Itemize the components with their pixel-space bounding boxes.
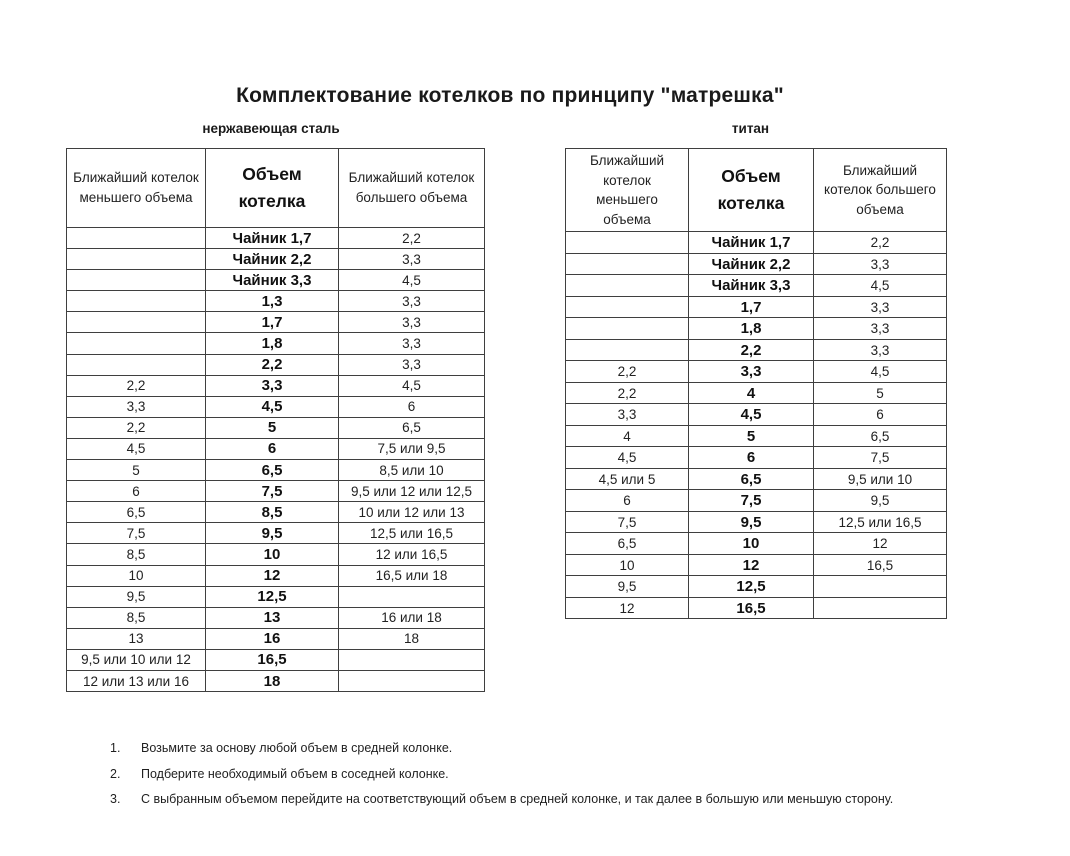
pot-volume-cell: 1,8	[206, 333, 339, 354]
pot-volume-cell: 9,5	[689, 511, 814, 533]
nearest-bigger-cell: 3,3	[339, 249, 485, 270]
nearest-bigger-cell: 3,3	[339, 333, 485, 354]
table-row	[67, 417, 485, 438]
nearest-bigger-cell: 9,5 или 12 или 12,5	[339, 481, 485, 502]
nearest-smaller-cell: 4	[566, 425, 689, 447]
nearest-smaller-cell: 7,5	[566, 511, 689, 533]
nearest-smaller-cell: 3,3	[566, 404, 689, 426]
nearest-smaller-cell	[566, 253, 689, 275]
nearest-bigger-cell: 2,2	[814, 232, 947, 254]
nearest-bigger-cell: 8,5 или 10	[339, 460, 485, 481]
pot-volume-cell: 4,5	[689, 404, 814, 426]
table-row	[566, 275, 947, 297]
table-row	[566, 339, 947, 361]
table-row	[67, 438, 485, 459]
pot-volume-cell: 5	[689, 425, 814, 447]
instruction-number: 3.	[110, 792, 121, 806]
pot-volume-cell: Чайник 3,3	[206, 270, 339, 291]
nearest-bigger-cell: 4,5	[339, 270, 485, 291]
pot-volume-cell: 16,5	[689, 597, 814, 619]
nearest-smaller-cell	[67, 228, 206, 249]
table-row	[67, 523, 485, 544]
nearest-smaller-cell	[566, 275, 689, 297]
nearest-smaller-cell: 6,5	[566, 533, 689, 555]
nearest-bigger-cell	[814, 576, 947, 598]
nearest-smaller-cell: 6	[67, 481, 206, 502]
pot-volume-cell: 6,5	[206, 460, 339, 481]
table-row	[67, 228, 485, 249]
pot-volume-cell: Чайник 2,2	[206, 249, 339, 270]
col-header-pot-volume: Объем котелка	[689, 149, 814, 232]
nearest-smaller-cell: 12 или 13 или 16	[67, 670, 206, 691]
table-row	[67, 270, 485, 291]
instruction-text: Подберите необходимый объем в соседней колонке.	[141, 766, 449, 781]
nearest-smaller-cell	[566, 296, 689, 318]
col-header-nearest-bigger: Ближайший котелок большего объема	[339, 149, 485, 228]
nearest-smaller-cell: 2,2	[566, 361, 689, 383]
pot-volume-cell: 10	[206, 544, 339, 565]
titanium-table	[565, 148, 947, 619]
pot-volume-cell: 1,3	[206, 291, 339, 312]
col-header-pot-volume: Объем котелка	[206, 149, 339, 228]
nearest-bigger-cell: 4,5	[814, 361, 947, 383]
pot-volume-cell: 6	[206, 438, 339, 459]
nearest-smaller-cell: 10	[67, 565, 206, 586]
nearest-smaller-cell: 2,2	[566, 382, 689, 404]
nearest-bigger-cell	[814, 597, 947, 619]
pot-volume-cell: 12	[206, 565, 339, 586]
col-header-nearest-bigger: Ближайший котелок большего объема	[814, 149, 947, 232]
pot-volume-cell: 6,5	[689, 468, 814, 490]
pot-volume-cell: Чайник 2,2	[689, 253, 814, 275]
table-row	[67, 586, 485, 607]
nearest-bigger-cell: 3,3	[814, 296, 947, 318]
nearest-bigger-cell: 9,5	[814, 490, 947, 512]
subtitle-stainless-steel: нержавеющая сталь	[202, 121, 340, 136]
table-row	[67, 649, 485, 670]
pot-volume-cell: 2,2	[689, 339, 814, 361]
table-row	[67, 375, 485, 396]
nearest-bigger-cell: 3,3	[814, 318, 947, 340]
instruction-item	[110, 767, 990, 793]
table-row	[67, 628, 485, 649]
pot-volume-cell: 16	[206, 628, 339, 649]
nearest-bigger-cell: 16,5 или 18	[339, 565, 485, 586]
table-row	[566, 511, 947, 533]
nearest-smaller-cell	[566, 339, 689, 361]
nearest-bigger-cell: 12	[814, 533, 947, 555]
pot-volume-cell: 12	[689, 554, 814, 576]
nearest-smaller-cell	[566, 318, 689, 340]
table-row	[566, 404, 947, 426]
nearest-smaller-cell: 6	[566, 490, 689, 512]
nearest-bigger-cell: 4,5	[339, 375, 485, 396]
nearest-bigger-cell: 3,3	[339, 354, 485, 375]
table-row	[67, 354, 485, 375]
pot-volume-cell: 7,5	[206, 481, 339, 502]
table-row	[67, 396, 485, 417]
pot-volume-cell: 3,3	[689, 361, 814, 383]
table-row	[67, 460, 485, 481]
nearest-smaller-cell: 12	[566, 597, 689, 619]
nearest-smaller-cell: 9,5 или 10 или 12	[67, 649, 206, 670]
col-header-nearest-smaller: Ближайший котелок меньшего объема	[566, 149, 689, 232]
nearest-bigger-cell: 16,5	[814, 554, 947, 576]
table-row	[67, 502, 485, 523]
nearest-bigger-cell: 5	[814, 382, 947, 404]
table-row	[566, 296, 947, 318]
nearest-smaller-cell: 9,5	[67, 586, 206, 607]
instruction-item	[110, 741, 990, 767]
instruction-number: 2.	[110, 766, 121, 781]
table-row	[566, 232, 947, 254]
table-row	[566, 318, 947, 340]
nearest-smaller-cell: 4,5 или 5	[566, 468, 689, 490]
pot-volume-cell: 9,5	[206, 523, 339, 544]
pot-volume-cell: 18	[206, 670, 339, 691]
pot-volume-cell: Чайник 1,7	[206, 228, 339, 249]
nearest-bigger-cell: 18	[339, 628, 485, 649]
page-title: Комплектование котелков по принципу "матрешка"	[236, 84, 784, 107]
header-row	[67, 149, 485, 228]
nearest-smaller-cell	[67, 270, 206, 291]
table-row	[566, 554, 947, 576]
pot-volume-cell: 5	[206, 417, 339, 438]
nearest-smaller-cell: 2,2	[67, 417, 206, 438]
nearest-smaller-cell: 4,5	[67, 438, 206, 459]
table-row	[566, 468, 947, 490]
nearest-bigger-cell: 6	[339, 396, 485, 417]
pot-volume-cell: 8,5	[206, 502, 339, 523]
table-row	[566, 576, 947, 598]
table-row	[566, 382, 947, 404]
table-row	[566, 533, 947, 555]
nearest-smaller-cell	[67, 312, 206, 333]
pot-volume-cell: 1,7	[689, 296, 814, 318]
nearest-smaller-cell	[566, 232, 689, 254]
nearest-bigger-cell	[339, 649, 485, 670]
nearest-smaller-cell: 4,5	[566, 447, 689, 469]
table-row	[566, 447, 947, 469]
pot-volume-cell: 1,8	[689, 318, 814, 340]
table-row	[67, 670, 485, 691]
pot-volume-cell: 2,2	[206, 354, 339, 375]
table-row	[67, 544, 485, 565]
nearest-bigger-cell: 12,5 или 16,5	[814, 511, 947, 533]
nearest-smaller-cell: 8,5	[67, 607, 206, 628]
pot-volume-cell: Чайник 1,7	[689, 232, 814, 254]
table-row	[67, 312, 485, 333]
pot-volume-cell: 12,5	[206, 586, 339, 607]
nearest-bigger-cell: 4,5	[814, 275, 947, 297]
table-row	[67, 607, 485, 628]
pot-volume-cell: 4	[689, 382, 814, 404]
pot-volume-cell: 7,5	[689, 490, 814, 512]
nearest-bigger-cell: 12 или 16,5	[339, 544, 485, 565]
nearest-bigger-cell: 6,5	[814, 425, 947, 447]
nearest-smaller-cell: 10	[566, 554, 689, 576]
nearest-bigger-cell: 6,5	[339, 417, 485, 438]
nearest-smaller-cell	[67, 354, 206, 375]
nearest-smaller-cell: 13	[67, 628, 206, 649]
nearest-smaller-cell	[67, 333, 206, 354]
nearest-bigger-cell: 6	[814, 404, 947, 426]
nearest-bigger-cell: 3,3	[814, 253, 947, 275]
table-row	[67, 333, 485, 354]
nearest-smaller-cell: 5	[67, 460, 206, 481]
table-row	[67, 565, 485, 586]
table-row	[566, 425, 947, 447]
nearest-smaller-cell: 2,2	[67, 375, 206, 396]
nearest-bigger-cell: 3,3	[339, 291, 485, 312]
nearest-smaller-cell: 7,5	[67, 523, 206, 544]
table-row	[566, 361, 947, 383]
nearest-bigger-cell: 9,5 или 10	[814, 468, 947, 490]
pot-volume-cell: 13	[206, 607, 339, 628]
nearest-smaller-cell	[67, 249, 206, 270]
instructions-list	[110, 741, 990, 818]
pot-volume-cell: 3,3	[206, 375, 339, 396]
nearest-smaller-cell	[67, 291, 206, 312]
pot-volume-cell: Чайник 3,3	[689, 275, 814, 297]
nearest-smaller-cell: 6,5	[67, 502, 206, 523]
pot-volume-cell: 1,7	[206, 312, 339, 333]
instruction-text: С выбранным объемом перейдите на соответствующий объем в средней колонке, и так далее в большую или меньшую сторону.	[141, 792, 894, 806]
nearest-bigger-cell	[339, 670, 485, 691]
subtitle-titanium: титан	[731, 121, 770, 136]
nearest-bigger-cell: 2,2	[339, 228, 485, 249]
stainless-steel-table	[66, 148, 485, 692]
nearest-bigger-cell: 16 или 18	[339, 607, 485, 628]
nearest-smaller-cell: 3,3	[67, 396, 206, 417]
col-header-nearest-smaller: Ближайший котелок меньшего объема	[67, 149, 206, 228]
pot-volume-cell: 6	[689, 447, 814, 469]
table-row	[67, 291, 485, 312]
table-row	[566, 253, 947, 275]
pot-volume-cell: 10	[689, 533, 814, 555]
header-row	[566, 149, 947, 232]
nearest-bigger-cell: 7,5 или 9,5	[339, 438, 485, 459]
nearest-bigger-cell: 3,3	[814, 339, 947, 361]
nearest-bigger-cell: 3,3	[339, 312, 485, 333]
instruction-text: Возьмите за основу любой объем в средней колонке.	[141, 741, 453, 755]
table-row	[67, 249, 485, 270]
pot-volume-cell: 12,5	[689, 576, 814, 598]
instruction-item	[110, 792, 990, 818]
nearest-bigger-cell	[339, 586, 485, 607]
table-row	[566, 597, 947, 619]
pot-volume-cell: 16,5	[206, 649, 339, 670]
nearest-bigger-cell: 12,5 или 16,5	[339, 523, 485, 544]
pot-volume-cell: 4,5	[206, 396, 339, 417]
nearest-smaller-cell: 8,5	[67, 544, 206, 565]
nearest-bigger-cell: 7,5	[814, 447, 947, 469]
table-row	[566, 490, 947, 512]
table-row	[67, 481, 485, 502]
nearest-smaller-cell: 9,5	[566, 576, 689, 598]
instruction-number: 1.	[110, 741, 121, 755]
nearest-bigger-cell: 10 или 12 или 13	[339, 502, 485, 523]
